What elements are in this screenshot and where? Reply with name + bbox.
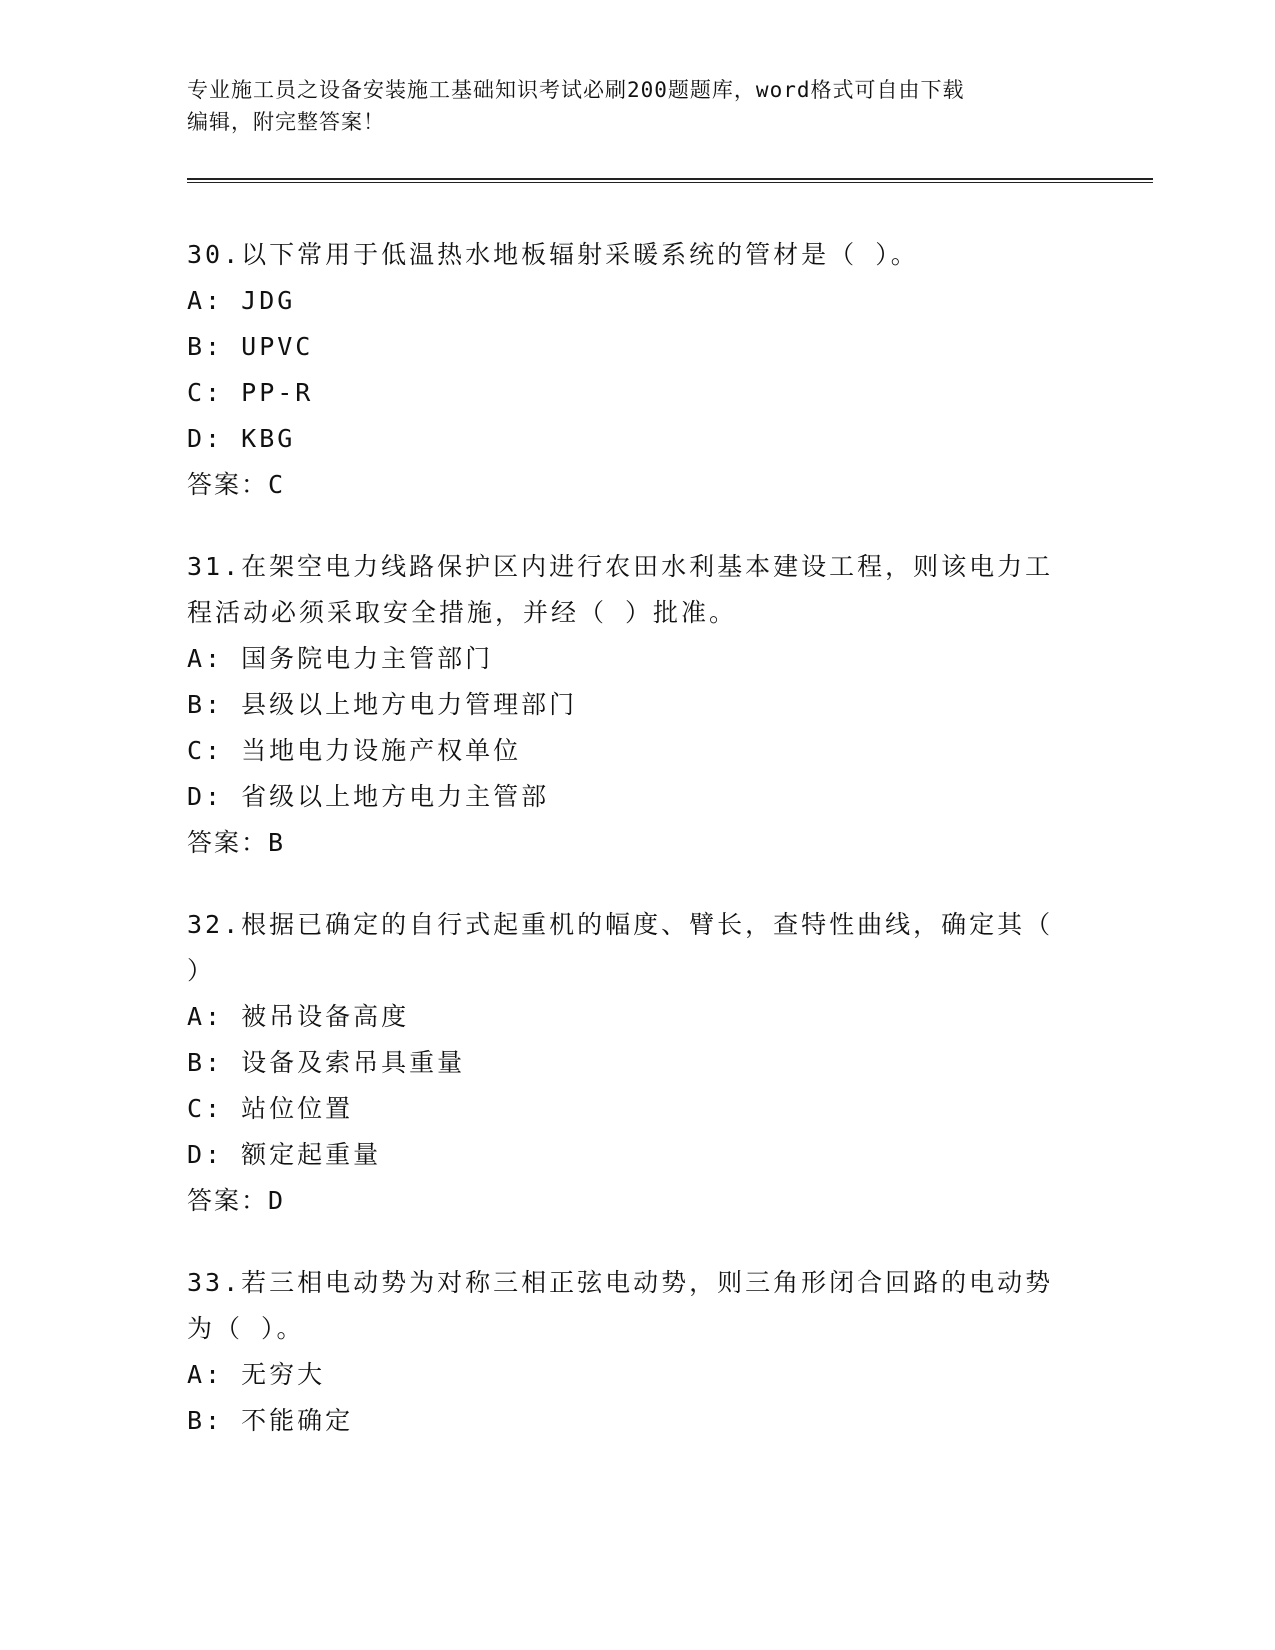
question-stem-line: ） bbox=[187, 956, 216, 985]
option-b: B: 县级以上地方电力管理部门 bbox=[187, 690, 578, 719]
question-31 bbox=[187, 544, 1087, 866]
header-title-line-1: 专业施工员之设备安装施工基础知识考试必刷200题题库，word格式可自由下载 bbox=[187, 78, 965, 102]
option-b: B: 不能确定 bbox=[187, 1406, 354, 1435]
question-stem bbox=[187, 1260, 1087, 1352]
option-d: D: 省级以上地方电力主管部 bbox=[187, 782, 550, 811]
option-b: B: 设备及索吊具重量 bbox=[187, 1048, 466, 1077]
question-stem-line: 30.以下常用于低温热水地板辐射采暖系统的管材是（ ）。 bbox=[187, 240, 919, 269]
option-d: D: KBG bbox=[187, 424, 296, 453]
option-d: D: 额定起重量 bbox=[187, 1140, 382, 1169]
option-c: C: 当地电力设施产权单位 bbox=[187, 736, 522, 765]
question-stem-line: 33.若三相电动势为对称三相正弦电动势，则三角形闭合回路的电动势 bbox=[187, 1268, 1054, 1297]
question-30 bbox=[187, 232, 1087, 508]
option-c: C: 站位位置 bbox=[187, 1094, 354, 1123]
header-title-line-2: 编辑，附完整答案！ bbox=[187, 110, 385, 134]
option-a: A: 无穷大 bbox=[187, 1360, 326, 1389]
question-stem-line: 31.在架空电力线路保护区内进行农田水利基本建设工程，则该电力工 bbox=[187, 552, 1054, 581]
header-divider bbox=[187, 178, 1153, 183]
option-a: A: 国务院电力主管部门 bbox=[187, 644, 494, 673]
option-b: B: UPVC bbox=[187, 332, 314, 361]
question-33 bbox=[187, 1260, 1087, 1444]
question-32 bbox=[187, 902, 1087, 1224]
answer: 答案：D bbox=[187, 1186, 286, 1215]
question-stem-line: 32.根据已确定的自行式起重机的幅度、臂长，查特性曲线，确定其（ bbox=[187, 910, 1054, 939]
answer: 答案：C bbox=[187, 470, 286, 499]
question-list bbox=[187, 232, 1087, 1480]
document-header bbox=[187, 74, 1087, 138]
question-stem bbox=[187, 544, 1087, 636]
question-stem bbox=[187, 232, 1087, 278]
option-a: A: JDG bbox=[187, 286, 296, 315]
question-stem-line: 程活动必须采取安全措施，并经（ ）批准。 bbox=[187, 598, 738, 627]
option-c: C: PP-R bbox=[187, 378, 314, 407]
question-stem-line: 为（ ）。 bbox=[187, 1314, 305, 1343]
question-stem bbox=[187, 902, 1087, 994]
answer: 答案：B bbox=[187, 828, 286, 857]
option-a: A: 被吊设备高度 bbox=[187, 1002, 410, 1031]
